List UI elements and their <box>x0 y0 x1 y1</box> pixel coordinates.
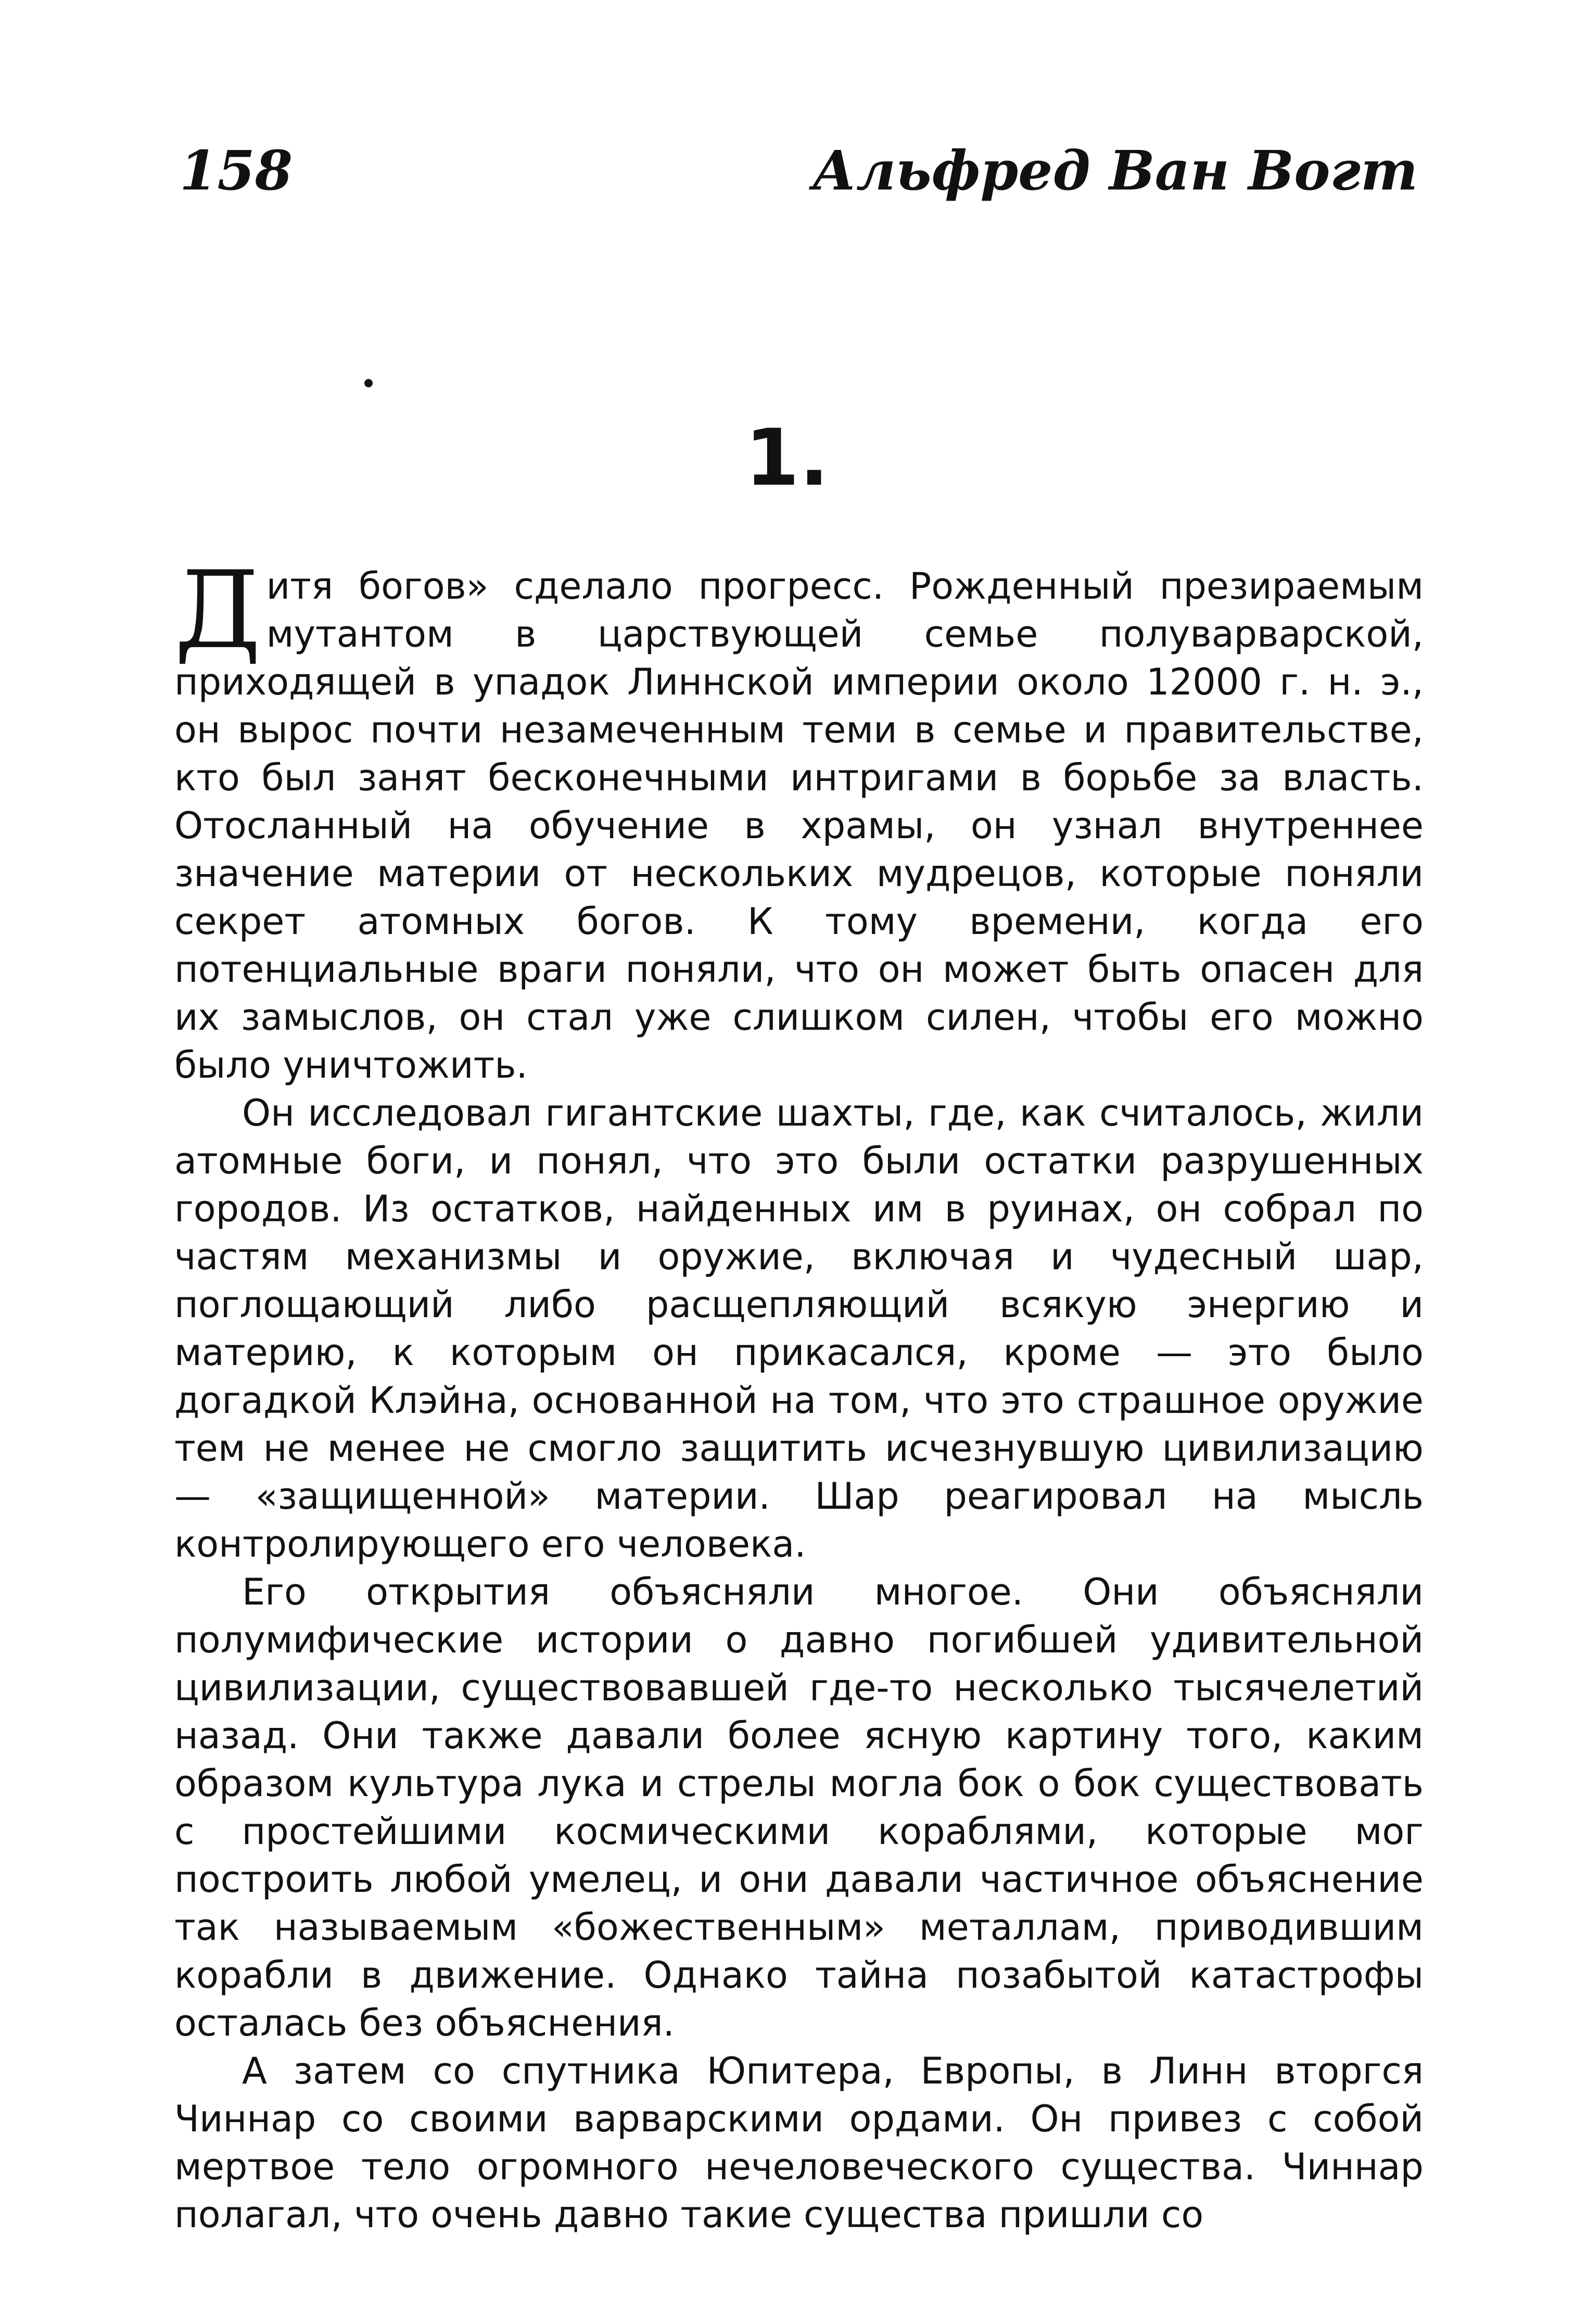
print-speck <box>364 379 373 387</box>
body-text <box>174 549 1424 2239</box>
chapter-number: 1. <box>745 413 829 503</box>
running-head-author: Альфред Ван Вогт <box>812 138 1418 203</box>
page-number: 158 <box>180 138 293 203</box>
drop-cap: Д <box>174 549 261 673</box>
paragraph-1 <box>174 549 1424 1089</box>
paragraph-1-text: итя богов» сделало прогресс. Рожденный презираемым мутантом в царствующей семье полуварварской, приходящей в упадок Линнской империи около 12000 г. н. э., он вырос почти незамеченным теми в семье и правительстве, кто был занят бесконечными интригами в борьбе за власть. Отосланный на обучение в храмы, он узнал внутреннее значение материи от нескольких мудрецов, которые поняли секрет атомных богов. К тому времени, когда его потенциальные враги поняли, что он может быть опасен для их замыслов, он стал уже слишком силен, чтобы его можно было уничтожить. <box>174 565 1424 1087</box>
paragraph-2: Он исследовал гигантские шахты, где, как считалось, жили атомные боги, и понял, что это были остатки разрушенных городов. Из остатков, найденных им в руинах, он собрал по частям механизмы и оружие, включая и чудесный шар, поглощающий либо расщепляющий всякую энергию и материю, к которым он прикасался, кроме — это было догадкой Клэйна, основанной на том, что это страшное оружие тем не менее не смогло защитить исчезнувшую цивилизацию — «защищенной» материи. Шар реагировал на мысль контролирующего его человека. <box>174 1092 1424 1565</box>
paragraph-4: А затем со спутника Юпитера, Европы, в Линн вторгся Чиннар со своими варварскими ордами. Он привез с собой мертвое тело огромного нечеловеческого существа. Чиннар полагал, что очень давно такие существа пришли со <box>174 2050 1424 2236</box>
running-head <box>180 134 1418 207</box>
paragraph-3: Его открытия объясняли многое. Они объясняли полумифические истории о давно погибшей удивительной цивилизации, существовавшей где-то несколько тысячелетий назад. Они также давали более ясную картину того, каким образом культура лука и стрелы могла бок о бок существовать с простейшими космическими кораблями, которые мог построить любой умелец, и они давали частичное объяснение так называемым «божественным» металлам, приводившим корабли в движение. Однако тайна позабытой катастрофы осталась без объяснения. <box>174 1571 1424 2044</box>
